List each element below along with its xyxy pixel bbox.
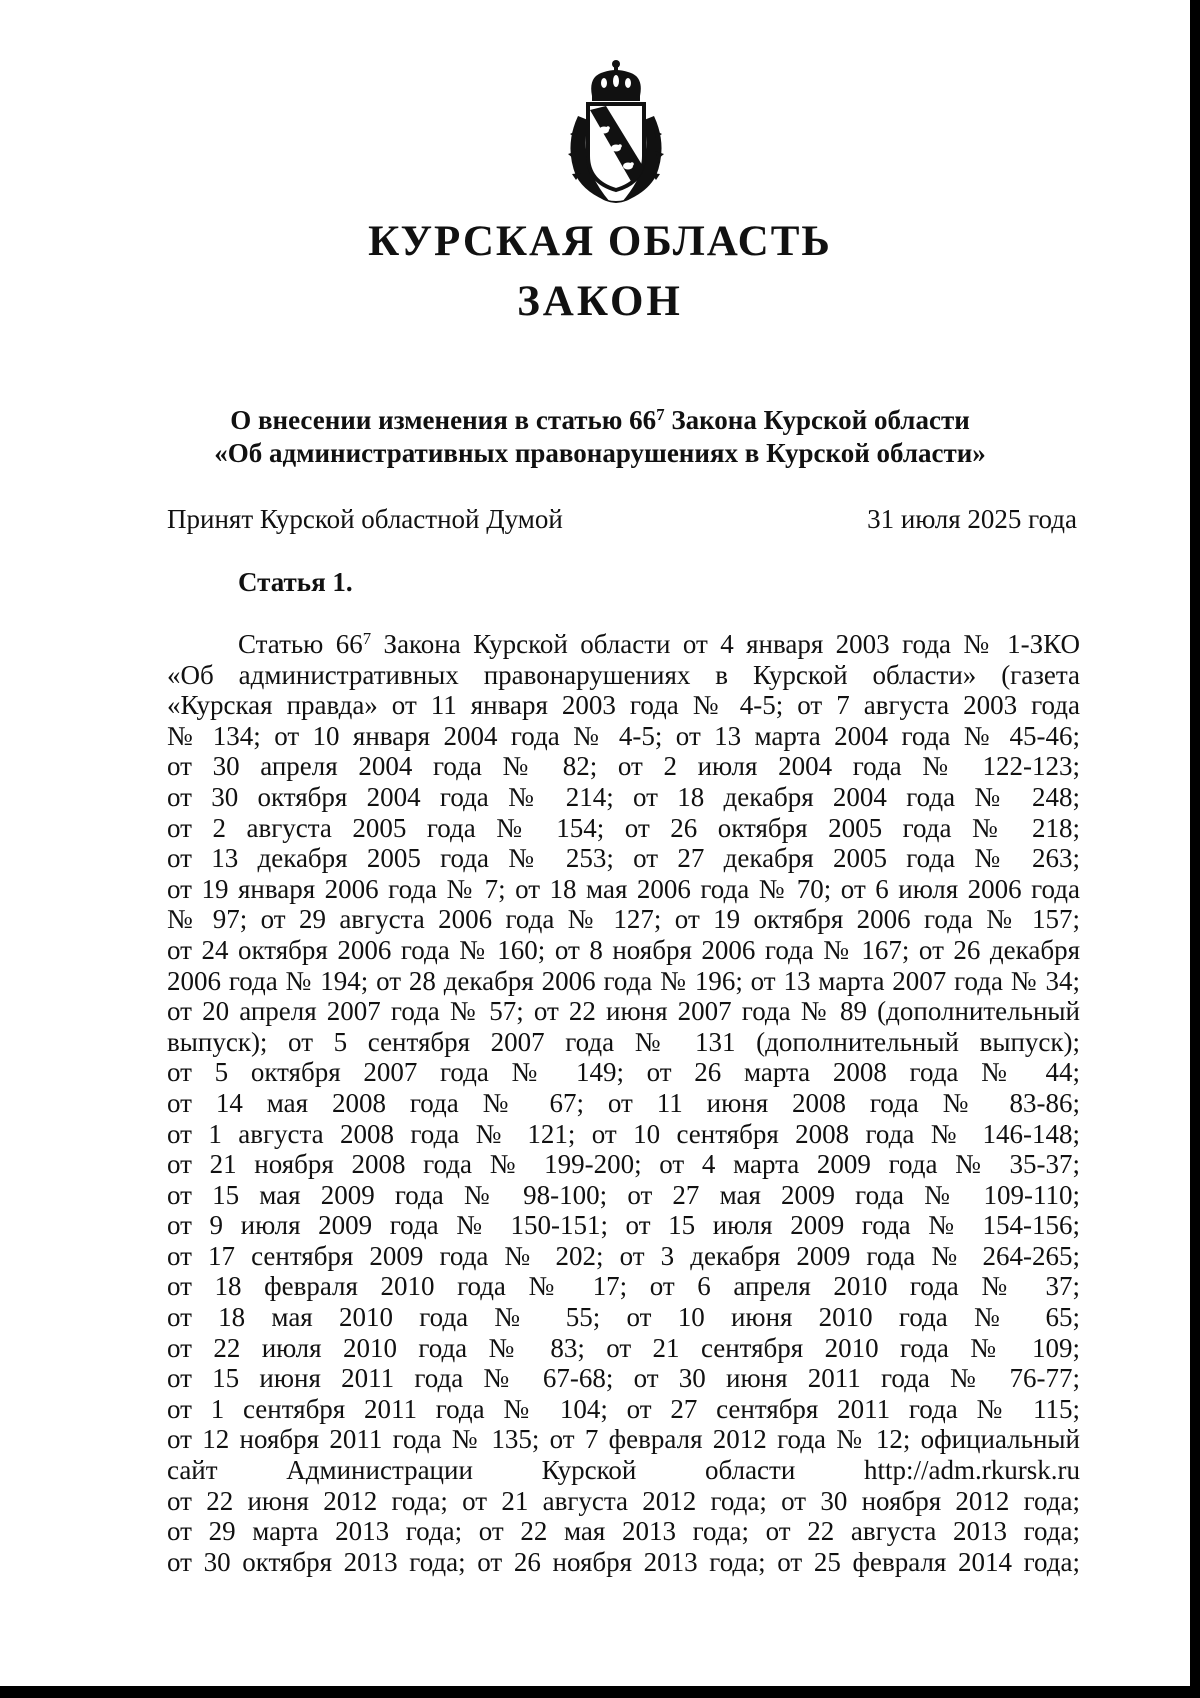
article-line: от 9 июля 2009 года № 150-151; от 15 июля 2009 года № 154-156; xyxy=(167,1210,1080,1241)
article-line: от 30 апреля 2004 года № 82; от 2 июля 2004 года № 122-123; xyxy=(167,751,1080,782)
article-line: № 134; от 10 января 2004 года № 4-5; от 13 марта 2004 года № 45-46; xyxy=(167,720,1080,751)
article-line: «Курская правда» от 11 января 2003 года № 4-5; от 7 августа 2003 года xyxy=(167,690,1080,721)
article-line: от 2 августа 2005 года № 154; от 26 октября 2005 года № 218; xyxy=(167,812,1080,843)
scan-edge-right xyxy=(1190,0,1200,1698)
article-line: выпуск); от 5 сентября 2007 года № 131 (дополнительный выпуск); xyxy=(167,1026,1080,1057)
article-line-text: Статью 66 xyxy=(238,629,363,659)
article-line: сайт Администрации Курской области http://adm.rkursk.ru xyxy=(167,1455,1080,1486)
article-line: от 1 августа 2008 года № 121; от 10 сентября 2008 года № 146-148; xyxy=(167,1118,1080,1149)
law-title-line-1-text: О внесении изменения в статью 66 xyxy=(230,405,657,435)
law-title xyxy=(0,404,1200,470)
region-heading: КУРСКАЯ ОБЛАСТЬ xyxy=(368,218,832,265)
article-line: от 29 марта 2013 года; от 22 мая 2013 года; от 22 августа 2013 года; xyxy=(167,1516,1080,1547)
law-title-line-1-tail: Закона Курской области xyxy=(664,405,970,435)
article-heading: Статья 1. xyxy=(238,567,353,597)
document-type-heading: ЗАКОН xyxy=(517,278,683,325)
article-line: от 13 декабря 2005 года № 253; от 27 декабря 2005 года № 263; xyxy=(167,843,1080,874)
article-line: от 18 февраля 2010 года № 17; от 6 апреля 2010 года № 37; xyxy=(167,1271,1080,1302)
article-line: от 15 мая 2009 года № 98-100; от 27 мая 2009 года № 109-110; xyxy=(167,1179,1080,1210)
article-line: от 18 мая 2010 года № 55; от 10 июня 2010 года № 65; xyxy=(167,1302,1080,1333)
superscript-index: 7 xyxy=(362,628,372,648)
article-line: от 22 июля 2010 года № 83; от 21 сентября 2010 года № 109; xyxy=(167,1332,1080,1363)
article-body xyxy=(167,629,1080,1577)
article-line: от 17 сентября 2009 года № 202; от 3 декабря 2009 года № 264-265; xyxy=(167,1240,1080,1271)
article-line: от 1 сентября 2011 года № 104; от 27 сентября 2011 года № 115; xyxy=(167,1393,1080,1424)
law-title-line-2: «Об административных правонарушениях в Курской области» xyxy=(214,438,986,468)
coat-of-arms-icon xyxy=(558,56,678,206)
adopting-body: Принят Курской областной Думой xyxy=(167,504,563,534)
article-line: от 30 октября 2004 года № 214; от 18 декабря 2004 года № 248; xyxy=(167,781,1080,812)
article-line: от 24 октября 2006 года № 160; от 8 ноября 2006 года № 167; от 26 декабря xyxy=(167,934,1080,965)
superscript-index: 7 xyxy=(656,404,665,424)
article-line: от 5 октября 2007 года № 149; от 26 марта 2008 года № 44; xyxy=(167,1057,1080,1088)
article-line: от 30 октября 2013 года; от 26 ноября 2013 года; от 25 февраля 2014 года; xyxy=(167,1546,1080,1577)
article-line: от 12 ноября 2011 года № 135; от 7 февраля 2012 года № 12; официальный xyxy=(167,1424,1080,1455)
adoption-line xyxy=(167,503,1077,536)
law-title-line-1 xyxy=(0,404,1200,437)
article-line: «Об административных правонарушениях в Курской области» (газета xyxy=(167,659,1080,690)
article-line: от 22 июня 2012 года; от 21 августа 2012 года; от 30 ноября 2012 года; xyxy=(167,1485,1080,1516)
scan-edge-bottom xyxy=(0,1686,1200,1698)
article-line: № 97; от 29 августа 2006 года № 127; от 19 октября 2006 года № 157; xyxy=(167,904,1080,935)
article-line: 2006 года № 194; от 28 декабря 2006 года № 196; от 13 марта 2007 года № 34; xyxy=(167,965,1080,996)
article-line: от 20 апреля 2007 года № 57; от 22 июня 2007 года № 89 (дополнительный xyxy=(167,996,1080,1027)
article-line: от 15 июня 2011 года № 67-68; от 30 июня 2011 года № 76-77; xyxy=(167,1363,1080,1394)
adoption-date: 31 июля 2025 года xyxy=(867,504,1077,534)
article-line: от 14 мая 2008 года № 67; от 11 июня 2008 года № 83-86; xyxy=(167,1087,1080,1118)
article-line xyxy=(167,629,1080,660)
article-line: от 21 ноября 2008 года № 199-200; от 4 марта 2009 года № 35-37; xyxy=(167,1149,1080,1180)
article-line-tail: Закона Курской области от 4 января 2003 года № 1-ЗКО xyxy=(371,629,1080,659)
article-line: от 19 января 2006 года № 7; от 18 мая 2006 года № 70; от 6 июля 2006 года xyxy=(167,873,1080,904)
